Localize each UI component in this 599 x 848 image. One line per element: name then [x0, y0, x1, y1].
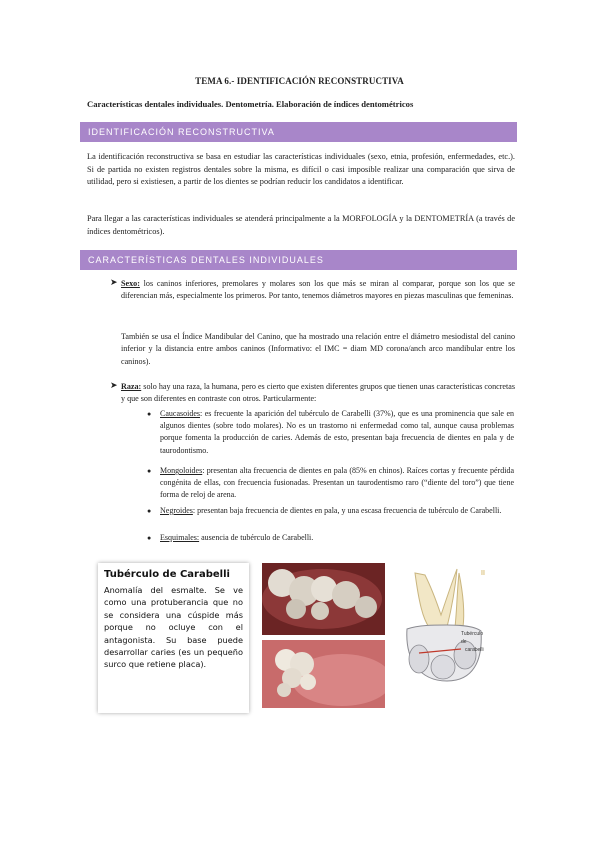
item-text: : presentan alta frecuencia de dientes en pala (85% en chinos). Raíces cortas y frecuente pérdida congénita de ellas, con frecuencia fusionadas. Presentan un taurodentismo raro (“diente del toro”) que tiene forma de reloj de arena.	[160, 466, 514, 500]
list-item-negroides	[160, 505, 514, 517]
item-label: Negroides	[160, 506, 193, 515]
bullet-dot-icon: ●	[147, 507, 152, 515]
raza-text: solo hay una raza, la humana, pero es cierto que existen diferentes grupos que tienen unas características concretas y que son diferentes en contraste con otros. Particularmente:	[121, 382, 515, 404]
sexo-text: los caninos inferiores, premolares y molares son los que más se miran al comparar, porque son los que se diferencian más, especialmente los primeros. Por tanto, tenemos diámetros mayores en piezas masculinas que femeninas.	[121, 279, 515, 301]
diagram-corner-mark: II	[481, 570, 485, 577]
imc-paragraph: También se usa el Índice Mandibular del Canino, que ha mostrado una relación entre el diámetro mesiodistal del canino inferior y la distancia entre ambos caninos (Informativo: el IMC = diam MD corona/anch arco mandibular entre los caninos).	[121, 332, 515, 366]
item-label: Caucasoides	[160, 409, 200, 418]
raza-paragraph	[121, 381, 515, 406]
bullet-dot-icon: ●	[147, 410, 152, 418]
carabelli-note-card	[98, 563, 249, 713]
sexo-label: Sexo:	[121, 279, 140, 288]
item-label: Mongoloides	[160, 466, 203, 475]
morphology-paragraph: Para llegar a las características individuales se atenderá principalmente a la MORFOLOGÍA y la DENTOMETRÍA (a través de índices dentométricos).	[87, 214, 515, 236]
arrow-right-icon: ➤	[110, 278, 118, 288]
intro-paragraph: La identificación reconstructiva se basa en estudiar las características individuales (sexo, etnia, profesión, enfermedades, etc.). Si de partida no existen registros dentales sobre la misma, es difícil o casi imposible realizar una comparación que sirva de utilidad, pero si existiesen, a partir de los dientes se podrían reducir los candidatos a identificar.	[87, 152, 515, 187]
bullet-dot-icon: ●	[147, 534, 152, 542]
bullet-dot-icon: ●	[147, 467, 152, 475]
sexo-paragraph	[121, 278, 515, 303]
list-item-caucasoides	[160, 408, 514, 457]
card-text: Anomalía del esmalte. Se ve como una protuberancia que no se considera una cúspide más porque no ocluye con el antagonista. Su base puede desarrollar caries (es un pequeño surco que retiene placa).	[104, 585, 243, 670]
diagram-label-3: carabelli	[465, 647, 484, 653]
page-title: TEMA 6.- IDENTIFICACIÓN RECONSTRUCTIVA	[195, 76, 404, 86]
arrow-right-icon: ➤	[110, 381, 118, 391]
section-heading-caracteristicas: CARACTERÍSTICAS DENTALES INDIVIDUALES	[80, 250, 517, 270]
card-title: Tubérculo de Carabelli	[104, 569, 230, 580]
molar-photo-1	[262, 563, 385, 635]
diagram-label-1: Tubérculo	[461, 631, 484, 637]
item-label: Esquimales:	[160, 533, 200, 542]
list-item-esquimales	[160, 532, 514, 544]
molar-photo-2	[262, 640, 385, 708]
raza-label: Raza:	[121, 382, 142, 391]
item-text: : es frecuente la aparición del tubérculo de Carabelli (37%), que es una prominencia que sale en algunos dientes (sobre todo molares). No es un trastorno ni enfermedad como tal, aunque causa problemas porque fomenta la producción de caries. Además de esto, presentan baja frecuencia de dientes en pala y de taurodontismo.	[160, 409, 514, 455]
page-subtitle: Características dentales individuales. Dentometría. Elaboración de índices dentométricos	[87, 99, 414, 109]
carabelli-tooth-diagram	[385, 563, 503, 693]
section-heading-identificacion: IDENTIFICACIÓN RECONSTRUCTIVA	[80, 122, 517, 142]
diagram-label-2: de	[461, 639, 467, 645]
list-item-mongoloides	[160, 465, 514, 502]
item-text: : presentan baja frecuencia de dientes en pala, y una escasa frecuencia de tubérculo de Carabelli.	[192, 506, 502, 515]
item-text: ausencia de tubérculo de Carabelli.	[199, 533, 314, 542]
